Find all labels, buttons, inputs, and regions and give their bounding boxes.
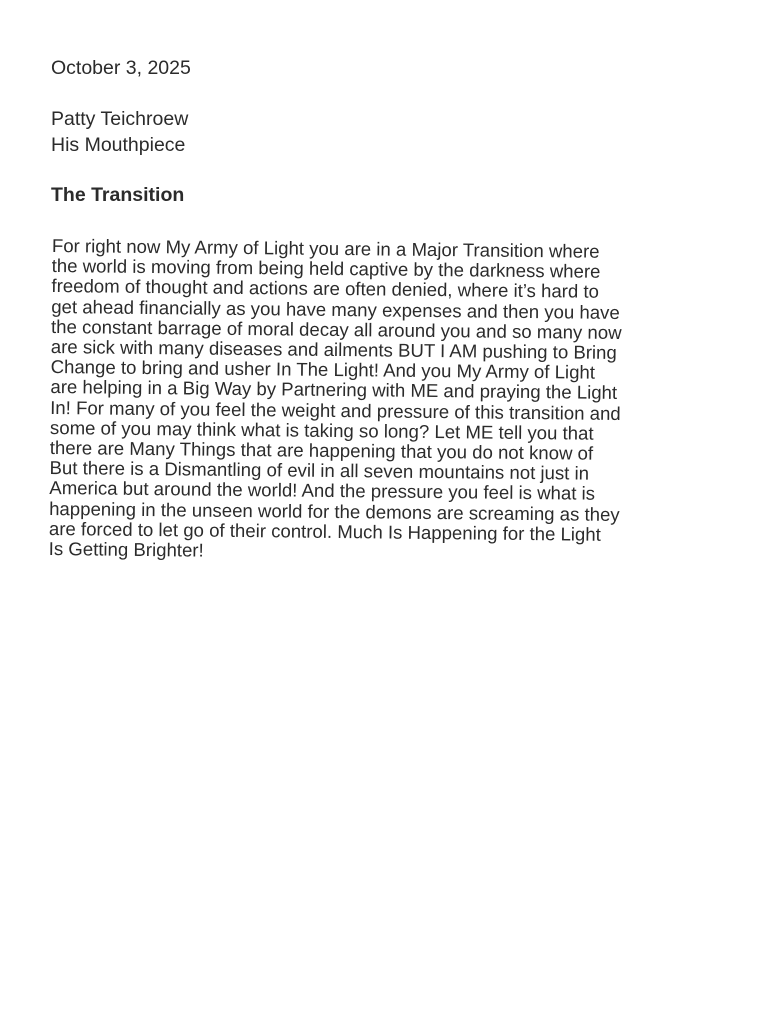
body-line: the constant barrage of moral decay all around you and so many now [50,315,622,343]
body-line: get ahead financially as you have many expenses and then you have [51,295,620,323]
body-line: are helping in a Big Way by Partnering with ME and praying the Light [50,376,618,404]
body-line: are forced to let go of their control. Much Is Happening for the Light [48,517,601,545]
letter-title: The Transition [51,184,185,206]
body-line: But there is a Dismantling of evil in all seven mountains not just in [49,457,590,484]
body-line: freedom of thought and actions are often denied, where it’s hard to [51,275,600,303]
body-line: For right now My Army of Light you are in a Major Transition where [51,235,600,262]
body-line: are sick with many diseases and ailments BUT I AM pushing to Bring [50,336,617,363]
letter-date: October 3, 2025 [51,57,191,79]
author-role: His Mouthpiece [51,134,186,156]
body-line: Is Getting Brighter! [48,538,204,561]
body-line: there are Many Things that are happening that you do not know of [49,437,594,464]
body-line: Change to bring and usher In The Light! And you My Army of Light [50,356,596,383]
letter-body [49,236,752,567]
body-line: happening in the unseen world for the demons are screaming as they [49,497,620,525]
body-line: In! For many of you feel the weight and pressure of this transition and [50,396,621,424]
body-line: the world is moving from being held captive by the darkness where [51,255,601,282]
body-line: America but around the world! And the pressure you feel is what is [49,477,596,505]
body-line: some of you may think what is taking so long? Let ME tell you that [49,416,594,444]
author-name: Patty Teichroew [51,108,189,130]
author-block [51,106,188,158]
